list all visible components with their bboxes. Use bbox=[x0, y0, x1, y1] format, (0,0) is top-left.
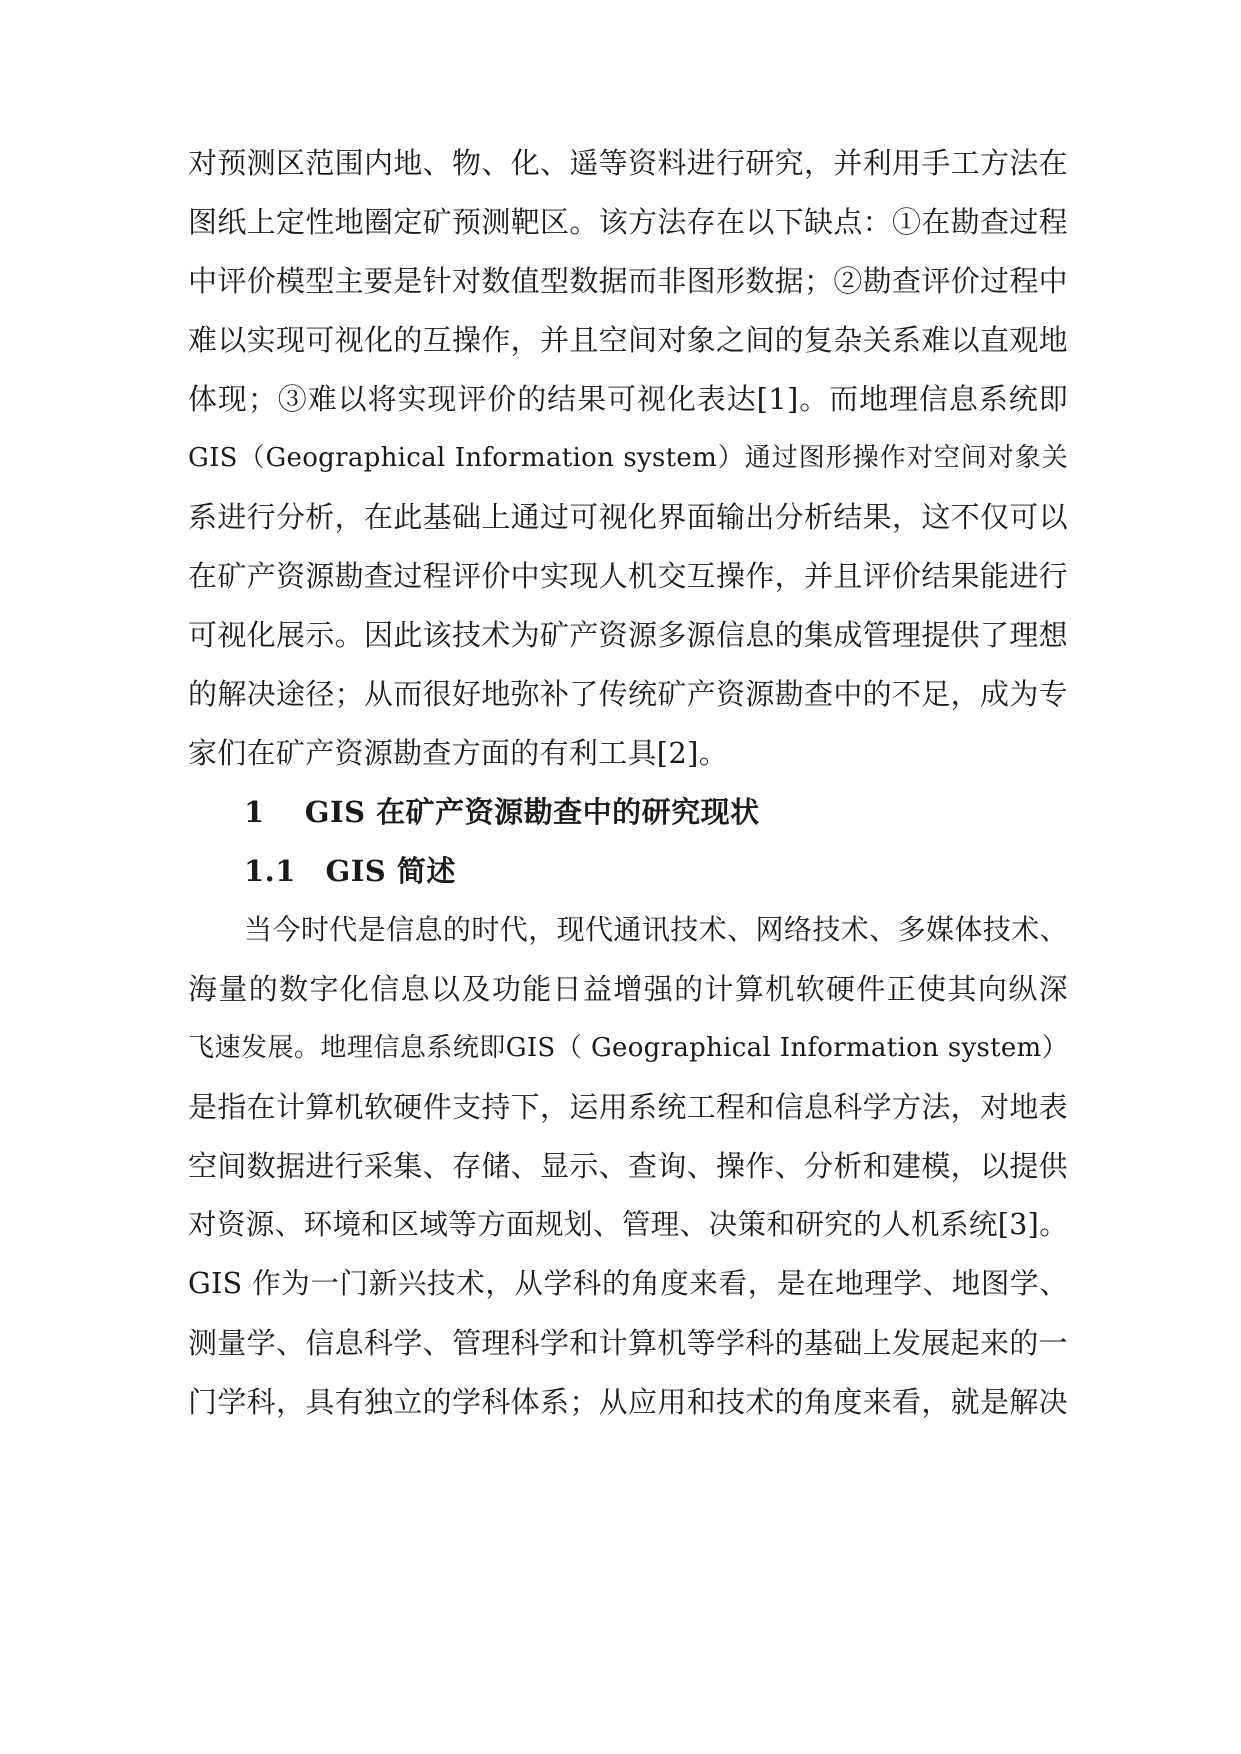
text-line: 体现；③难以将实现评价的结果可视化表达[1]。而地理信息系统即 bbox=[188, 382, 1068, 416]
text-line: 在矿产资源勘查过程评价中实现人机交互操作，并且评价结果能进行 bbox=[188, 559, 1068, 593]
text-line: GIS（Geographical Information system）通过图形操作对空间对象关 bbox=[188, 443, 1068, 473]
text-line: 图纸上定性地圈定矿预测靶区。该方法存在以下缺点：①在勘查过程 bbox=[188, 205, 1068, 239]
text-line: 系进行分析，在此基础上通过可视化界面输出分析结果，这不仅可以 bbox=[188, 500, 1068, 534]
section-heading: 1 GIS 在矿产资源勘查中的研究现状 bbox=[244, 795, 760, 829]
text-line: 中评价模型主要是针对数值型数据而非图形数据；②勘查评价过程中 bbox=[188, 264, 1068, 298]
text-line: 对预测区范围内地、物、化、遥等资料进行研究，并利用手工方法在 bbox=[188, 146, 1068, 180]
text-line: 当今时代是信息的时代，现代通讯技术、网络技术、多媒体技术、 bbox=[244, 913, 1068, 946]
text-line: 海量的数字化信息以及功能日益增强的计算机软硬件正使其向纵深 bbox=[188, 972, 1068, 1006]
text-line: GIS 作为一门新兴技术，从学科的角度来看，是在地理学、地图学、 bbox=[188, 1267, 1068, 1300]
text-line: 的解决途径；从而很好地弥补了传统矿产资源勘查中的不足，成为专 bbox=[188, 677, 1068, 711]
text-line: 测量学、信息科学、管理科学和计算机等学科的基础上发展起来的一 bbox=[188, 1326, 1068, 1360]
text-line: 可视化展示。因此该技术为矿产资源多源信息的集成管理提供了理想 bbox=[188, 618, 1068, 652]
text-line: 对资源、环境和区域等方面规划、管理、决策和研究的人机系统[3]。 bbox=[188, 1208, 1068, 1241]
subsection-heading: 1.1 GIS 简述 bbox=[244, 854, 456, 888]
text-line: 家们在矿产资源勘查方面的有利工具[2]。 bbox=[188, 736, 729, 770]
text-line: 飞速发展。地理信息系统即GIS（ Geographical Information system） bbox=[188, 1033, 1068, 1063]
text-line: 空间数据进行采集、存储、显示、查询、操作、分析和建模，以提供 bbox=[188, 1149, 1068, 1183]
text-line: 是指在计算机软硬件支持下，运用系统工程和信息科学方法，对地表 bbox=[188, 1090, 1068, 1124]
text-line: 难以实现可视化的互操作，并且空间对象之间的复杂关系难以直观地 bbox=[188, 323, 1068, 357]
text-line: 门学科，具有独立的学科体系；从应用和技术的角度来看，就是解决 bbox=[188, 1385, 1068, 1419]
